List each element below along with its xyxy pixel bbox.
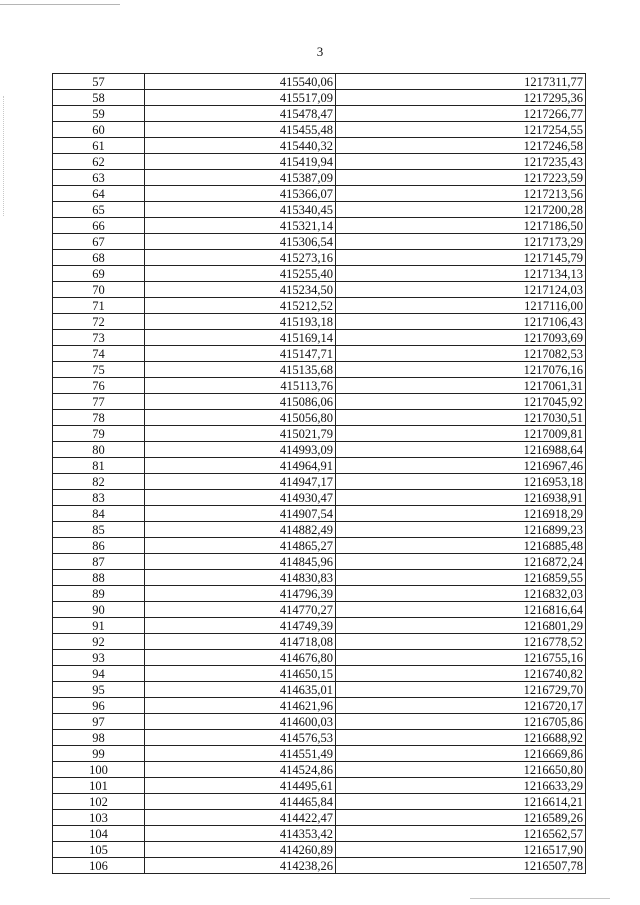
x-coordinate-cell: 414465,84 xyxy=(145,794,336,810)
y-coordinate-cell: 1216885,48 xyxy=(336,538,586,554)
point-number-cell: 81 xyxy=(53,458,145,474)
y-coordinate-cell: 1216953,18 xyxy=(336,474,586,490)
page-number: 3 xyxy=(316,44,324,59)
y-coordinate-cell: 1216589,26 xyxy=(336,810,586,826)
point-number-cell: 59 xyxy=(53,106,145,122)
x-coordinate-cell: 414621,96 xyxy=(145,698,336,714)
x-coordinate-cell: 414830,83 xyxy=(145,570,336,586)
point-number-cell: 67 xyxy=(53,234,145,250)
x-coordinate-cell: 414930,47 xyxy=(145,490,336,506)
x-coordinate-cell: 415135,68 xyxy=(145,362,336,378)
table-row xyxy=(53,794,586,810)
y-coordinate-cell: 1216988,64 xyxy=(336,442,586,458)
point-number-cell: 97 xyxy=(53,714,145,730)
table-row xyxy=(53,138,586,154)
x-coordinate-cell: 415321,14 xyxy=(145,218,336,234)
x-coordinate-cell: 414238,26 xyxy=(145,858,336,874)
point-number-cell: 83 xyxy=(53,490,145,506)
table-row xyxy=(53,426,586,442)
table-row xyxy=(53,778,586,794)
table-row xyxy=(53,298,586,314)
table-row xyxy=(53,538,586,554)
table-row xyxy=(53,506,586,522)
y-coordinate-cell: 1217223,59 xyxy=(336,170,586,186)
x-coordinate-cell: 414882,49 xyxy=(145,522,336,538)
table-row xyxy=(53,746,586,762)
x-coordinate-cell: 414422,47 xyxy=(145,810,336,826)
table-row xyxy=(53,570,586,586)
point-number-cell: 79 xyxy=(53,426,145,442)
y-coordinate-cell: 1216705,86 xyxy=(336,714,586,730)
y-coordinate-cell: 1217311,77 xyxy=(336,74,586,90)
point-number-cell: 94 xyxy=(53,666,145,682)
y-coordinate-cell: 1217246,58 xyxy=(336,138,586,154)
table-row xyxy=(53,490,586,506)
y-coordinate-cell: 1216859,55 xyxy=(336,570,586,586)
x-coordinate-cell: 415147,71 xyxy=(145,346,336,362)
y-coordinate-cell: 1217082,53 xyxy=(336,346,586,362)
y-coordinate-cell: 1217254,55 xyxy=(336,122,586,138)
point-number-cell: 62 xyxy=(53,154,145,170)
table-row xyxy=(53,586,586,602)
x-coordinate-cell: 414964,91 xyxy=(145,458,336,474)
y-coordinate-cell: 1217093,69 xyxy=(336,330,586,346)
point-number-cell: 65 xyxy=(53,202,145,218)
point-number-cell: 104 xyxy=(53,826,145,842)
x-coordinate-cell: 414865,27 xyxy=(145,538,336,554)
point-number-cell: 92 xyxy=(53,634,145,650)
x-coordinate-cell: 414495,61 xyxy=(145,778,336,794)
y-coordinate-cell: 1216614,21 xyxy=(336,794,586,810)
point-number-cell: 61 xyxy=(53,138,145,154)
y-coordinate-cell: 1216688,92 xyxy=(336,730,586,746)
table-row xyxy=(53,810,586,826)
table-row xyxy=(53,90,586,106)
table-row xyxy=(53,314,586,330)
point-number-cell: 95 xyxy=(53,682,145,698)
x-coordinate-cell: 415517,09 xyxy=(145,90,336,106)
point-number-cell: 88 xyxy=(53,570,145,586)
y-coordinate-cell: 1217116,00 xyxy=(336,298,586,314)
table-row xyxy=(53,122,586,138)
table-row xyxy=(53,170,586,186)
point-number-cell: 57 xyxy=(53,74,145,90)
x-coordinate-cell: 415169,14 xyxy=(145,330,336,346)
table-row xyxy=(53,522,586,538)
point-number-cell: 98 xyxy=(53,730,145,746)
x-coordinate-cell: 414635,01 xyxy=(145,682,336,698)
point-number-cell: 86 xyxy=(53,538,145,554)
y-coordinate-cell: 1217045,92 xyxy=(336,394,586,410)
table-row xyxy=(53,858,586,874)
x-coordinate-cell: 415340,45 xyxy=(145,202,336,218)
point-number-cell: 84 xyxy=(53,506,145,522)
x-coordinate-cell: 414796,39 xyxy=(145,586,336,602)
point-number-cell: 58 xyxy=(53,90,145,106)
coordinates-table xyxy=(52,73,586,874)
y-coordinate-cell: 1216507,78 xyxy=(336,858,586,874)
x-coordinate-cell: 414650,15 xyxy=(145,666,336,682)
x-coordinate-cell: 414353,42 xyxy=(145,826,336,842)
point-number-cell: 75 xyxy=(53,362,145,378)
y-coordinate-cell: 1216832,03 xyxy=(336,586,586,602)
table-row xyxy=(53,554,586,570)
y-coordinate-cell: 1216755,16 xyxy=(336,650,586,666)
table-row xyxy=(53,714,586,730)
x-coordinate-cell: 414845,96 xyxy=(145,554,336,570)
x-coordinate-cell: 414770,27 xyxy=(145,602,336,618)
y-coordinate-cell: 1216899,23 xyxy=(336,522,586,538)
point-number-cell: 66 xyxy=(53,218,145,234)
table-row xyxy=(53,666,586,682)
x-coordinate-cell: 414718,08 xyxy=(145,634,336,650)
y-coordinate-cell: 1217295,36 xyxy=(336,90,586,106)
y-coordinate-cell: 1217124,03 xyxy=(336,282,586,298)
x-coordinate-cell: 415212,52 xyxy=(145,298,336,314)
table-row xyxy=(53,106,586,122)
x-coordinate-cell: 415366,07 xyxy=(145,186,336,202)
point-number-cell: 103 xyxy=(53,810,145,826)
table-row xyxy=(53,442,586,458)
x-coordinate-cell: 415193,18 xyxy=(145,314,336,330)
point-number-cell: 82 xyxy=(53,474,145,490)
point-number-cell: 96 xyxy=(53,698,145,714)
y-coordinate-cell: 1216938,91 xyxy=(336,490,586,506)
scan-artifact-left-mark xyxy=(3,96,4,216)
scan-artifact-top-line xyxy=(0,4,120,5)
y-coordinate-cell: 1216801,29 xyxy=(336,618,586,634)
table-row xyxy=(53,250,586,266)
table-row xyxy=(53,762,586,778)
table-row xyxy=(53,202,586,218)
y-coordinate-cell: 1217134,13 xyxy=(336,266,586,282)
y-coordinate-cell: 1217213,56 xyxy=(336,186,586,202)
point-number-cell: 77 xyxy=(53,394,145,410)
y-coordinate-cell: 1217266,77 xyxy=(336,106,586,122)
table-row xyxy=(53,330,586,346)
table-row xyxy=(53,186,586,202)
point-number-cell: 72 xyxy=(53,314,145,330)
x-coordinate-cell: 415387,09 xyxy=(145,170,336,186)
table-row xyxy=(53,266,586,282)
table-row xyxy=(53,458,586,474)
x-coordinate-cell: 414551,49 xyxy=(145,746,336,762)
x-coordinate-cell: 414749,39 xyxy=(145,618,336,634)
y-coordinate-cell: 1216633,29 xyxy=(336,778,586,794)
point-number-cell: 101 xyxy=(53,778,145,794)
x-coordinate-cell: 414576,53 xyxy=(145,730,336,746)
y-coordinate-cell: 1216720,17 xyxy=(336,698,586,714)
x-coordinate-cell: 414907,54 xyxy=(145,506,336,522)
table-row xyxy=(53,634,586,650)
x-coordinate-cell: 415440,32 xyxy=(145,138,336,154)
x-coordinate-cell: 415273,16 xyxy=(145,250,336,266)
x-coordinate-cell: 415021,79 xyxy=(145,426,336,442)
table-row xyxy=(53,378,586,394)
x-coordinate-cell: 415455,48 xyxy=(145,122,336,138)
point-number-cell: 106 xyxy=(53,858,145,874)
point-number-cell: 105 xyxy=(53,842,145,858)
table-row xyxy=(53,218,586,234)
y-coordinate-cell: 1216562,57 xyxy=(336,826,586,842)
point-number-cell: 70 xyxy=(53,282,145,298)
table-row xyxy=(53,282,586,298)
table-row xyxy=(53,362,586,378)
coordinates-table-body xyxy=(53,74,586,874)
x-coordinate-cell: 415419,94 xyxy=(145,154,336,170)
y-coordinate-cell: 1216967,46 xyxy=(336,458,586,474)
point-number-cell: 100 xyxy=(53,762,145,778)
y-coordinate-cell: 1216650,80 xyxy=(336,762,586,778)
x-coordinate-cell: 415086,06 xyxy=(145,394,336,410)
y-coordinate-cell: 1217106,43 xyxy=(336,314,586,330)
y-coordinate-cell: 1217009,81 xyxy=(336,426,586,442)
point-number-cell: 99 xyxy=(53,746,145,762)
table-row xyxy=(53,682,586,698)
y-coordinate-cell: 1217186,50 xyxy=(336,218,586,234)
table-row xyxy=(53,74,586,90)
x-coordinate-cell: 414260,89 xyxy=(145,842,336,858)
point-number-cell: 63 xyxy=(53,170,145,186)
table-row xyxy=(53,650,586,666)
y-coordinate-cell: 1217145,79 xyxy=(336,250,586,266)
point-number-cell: 68 xyxy=(53,250,145,266)
table-row xyxy=(53,410,586,426)
point-number-cell: 60 xyxy=(53,122,145,138)
y-coordinate-cell: 1216816,64 xyxy=(336,602,586,618)
x-coordinate-cell: 415306,54 xyxy=(145,234,336,250)
point-number-cell: 93 xyxy=(53,650,145,666)
table-row xyxy=(53,842,586,858)
y-coordinate-cell: 1216918,29 xyxy=(336,506,586,522)
point-number-cell: 73 xyxy=(53,330,145,346)
x-coordinate-cell: 415113,76 xyxy=(145,378,336,394)
table-row xyxy=(53,698,586,714)
scan-artifact-bottom-line xyxy=(470,898,610,899)
point-number-cell: 78 xyxy=(53,410,145,426)
x-coordinate-cell: 414676,80 xyxy=(145,650,336,666)
table-row xyxy=(53,730,586,746)
table-row xyxy=(53,346,586,362)
x-coordinate-cell: 415540,06 xyxy=(145,74,336,90)
point-number-cell: 85 xyxy=(53,522,145,538)
table-row xyxy=(53,826,586,842)
y-coordinate-cell: 1216729,70 xyxy=(336,682,586,698)
y-coordinate-cell: 1217076,16 xyxy=(336,362,586,378)
point-number-cell: 76 xyxy=(53,378,145,394)
x-coordinate-cell: 415255,40 xyxy=(145,266,336,282)
point-number-cell: 64 xyxy=(53,186,145,202)
point-number-cell: 80 xyxy=(53,442,145,458)
x-coordinate-cell: 414947,17 xyxy=(145,474,336,490)
y-coordinate-cell: 1217061,31 xyxy=(336,378,586,394)
table-row xyxy=(53,234,586,250)
x-coordinate-cell: 415478,47 xyxy=(145,106,336,122)
y-coordinate-cell: 1216669,86 xyxy=(336,746,586,762)
table-row xyxy=(53,618,586,634)
y-coordinate-cell: 1216517,90 xyxy=(336,842,586,858)
point-number-cell: 89 xyxy=(53,586,145,602)
y-coordinate-cell: 1217235,43 xyxy=(336,154,586,170)
point-number-cell: 69 xyxy=(53,266,145,282)
point-number-cell: 71 xyxy=(53,298,145,314)
table-row xyxy=(53,394,586,410)
table-row xyxy=(53,154,586,170)
point-number-cell: 102 xyxy=(53,794,145,810)
y-coordinate-cell: 1217030,51 xyxy=(336,410,586,426)
x-coordinate-cell: 415056,80 xyxy=(145,410,336,426)
y-coordinate-cell: 1216872,24 xyxy=(336,554,586,570)
y-coordinate-cell: 1216778,52 xyxy=(336,634,586,650)
table-row xyxy=(53,474,586,490)
point-number-cell: 91 xyxy=(53,618,145,634)
x-coordinate-cell: 414993,09 xyxy=(145,442,336,458)
point-number-cell: 74 xyxy=(53,346,145,362)
y-coordinate-cell: 1217173,29 xyxy=(336,234,586,250)
table-row xyxy=(53,602,586,618)
x-coordinate-cell: 414524,86 xyxy=(145,762,336,778)
y-coordinate-cell: 1217200,28 xyxy=(336,202,586,218)
point-number-cell: 90 xyxy=(53,602,145,618)
y-coordinate-cell: 1216740,82 xyxy=(336,666,586,682)
x-coordinate-cell: 414600,03 xyxy=(145,714,336,730)
x-coordinate-cell: 415234,50 xyxy=(145,282,336,298)
point-number-cell: 87 xyxy=(53,554,145,570)
